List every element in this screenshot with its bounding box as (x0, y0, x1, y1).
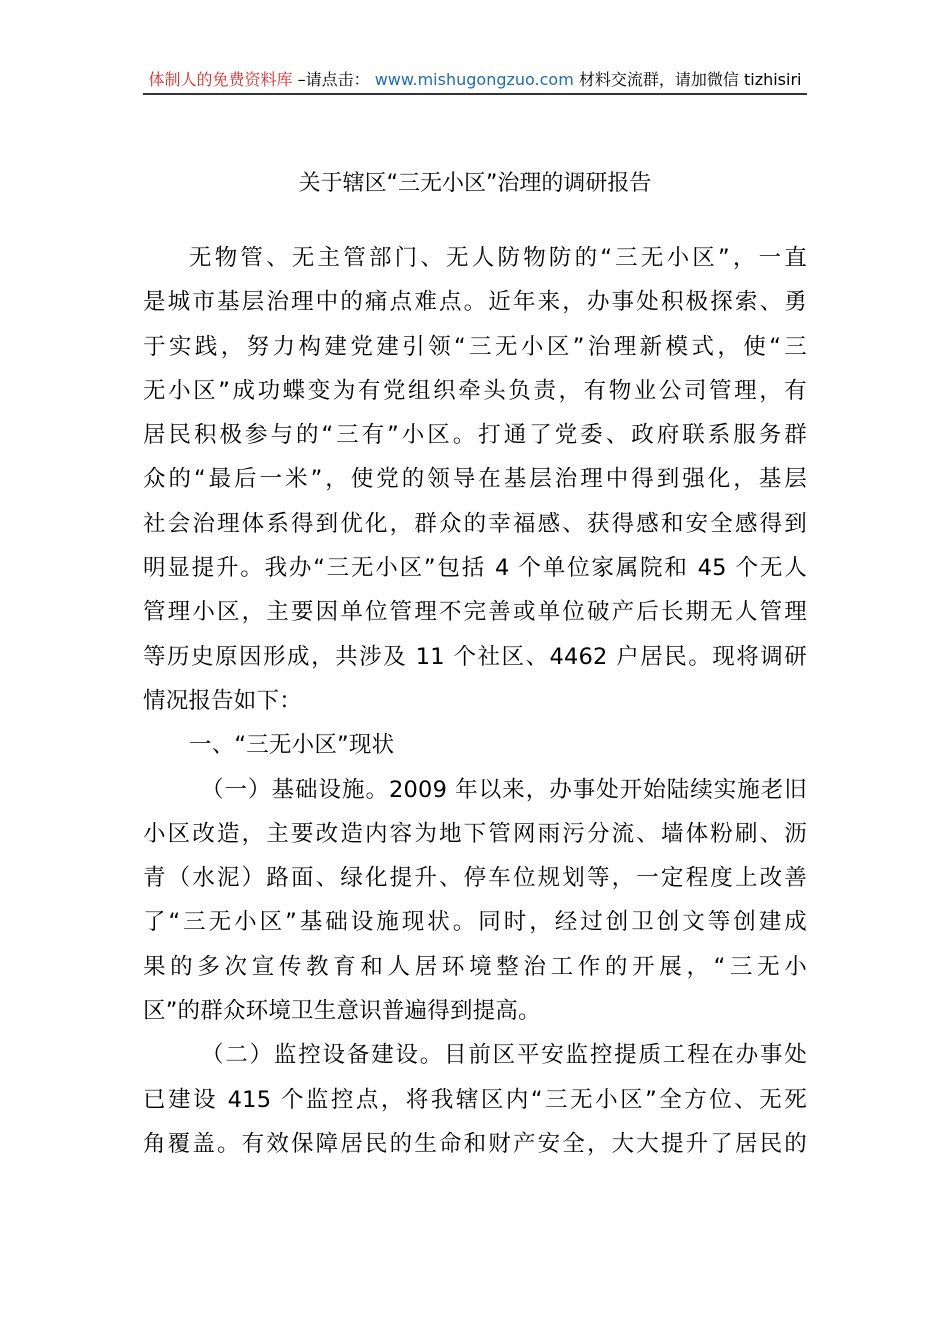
paragraph-line: 情况报告如下： (143, 687, 302, 714)
paragraph-line: 已建设 415 个监控点，将我辖区内“三无小区”全方位、无死 (143, 1086, 807, 1113)
paragraph-line: 社会治理体系得到优化，群众的幸福感、获得感和安全感得到 (143, 510, 807, 537)
paragraph-line: 众的“最后一米”，使党的领导在基层治理中得到强化，基层 (143, 466, 807, 493)
paragraph-line: 居民积极参与的“三有”小区。打通了党委、政府联系服务群 (143, 422, 807, 449)
paragraph-line: 无小区”成功蝶变为有党组织牵头负责，有物业公司管理，有 (143, 377, 807, 404)
paragraph-line: 了“三无小区”基础设施现状。同时，经过创卫创文等创建成 (143, 909, 807, 936)
header-divider (143, 93, 807, 95)
paragraph-line: 小区改造，主要改造内容为地下管网雨污分流、墙体粉刷、沥 (143, 820, 807, 847)
paragraph-line: 角覆盖。有效保障居民的生命和财产安全，大大提升了居民的 (143, 1130, 807, 1157)
paragraph-line: 是城市基层治理中的痛点难点。近年来，办事处积极探索、勇 (143, 289, 807, 316)
page-header (143, 68, 807, 92)
site-url-link[interactable]: www.mishugongzuo.com (374, 70, 574, 89)
paragraph-line: 于实践，努力构建党建引领“三无小区”治理新模式，使“三 (143, 333, 807, 360)
section-heading: 一、“三无小区”现状 (189, 732, 395, 759)
paragraph-line: 无物管、无主管部门、无人防物防的“三无小区”，一直 (189, 245, 807, 271)
paragraph-line: 青（水泥）路面、绿化提升、停车位规划等，一定程度上改善 (143, 865, 807, 892)
header-prompt: –请点击： (297, 70, 370, 89)
document-title: 关于辖区“三无小区”治理的调研报告 (298, 171, 652, 196)
paragraph-line: 明显提升。我办“三无小区”包括 4 个单位家属院和 45 个无人 (143, 555, 807, 582)
site-name: 体制人的免费资料库 (148, 70, 293, 89)
header-contact: 材料交流群，请加微信 tizhisiri (578, 70, 802, 89)
subsection-line: （一）基础设施。2009 年以来，办事处开始陆续实施老旧 (201, 776, 807, 803)
document-body (143, 236, 807, 1166)
paragraph-line: 果的多次宣传教育和人居环境整治工作的开展，“三无小 (143, 953, 807, 980)
paragraph-line: 区”的群众环境卫生意识普遍得到提高。 (143, 998, 541, 1025)
subsection-line: （二）监控设备建设。目前区平安监控提质工程在办事处 (201, 1042, 807, 1069)
paragraph-line: 管理小区，主要因单位管理不完善或单位破产后长期无人管理 (143, 599, 807, 626)
paragraph-line: 等历史原因形成，共涉及 11 个社区、4462 户居民。现将调研 (143, 643, 807, 670)
